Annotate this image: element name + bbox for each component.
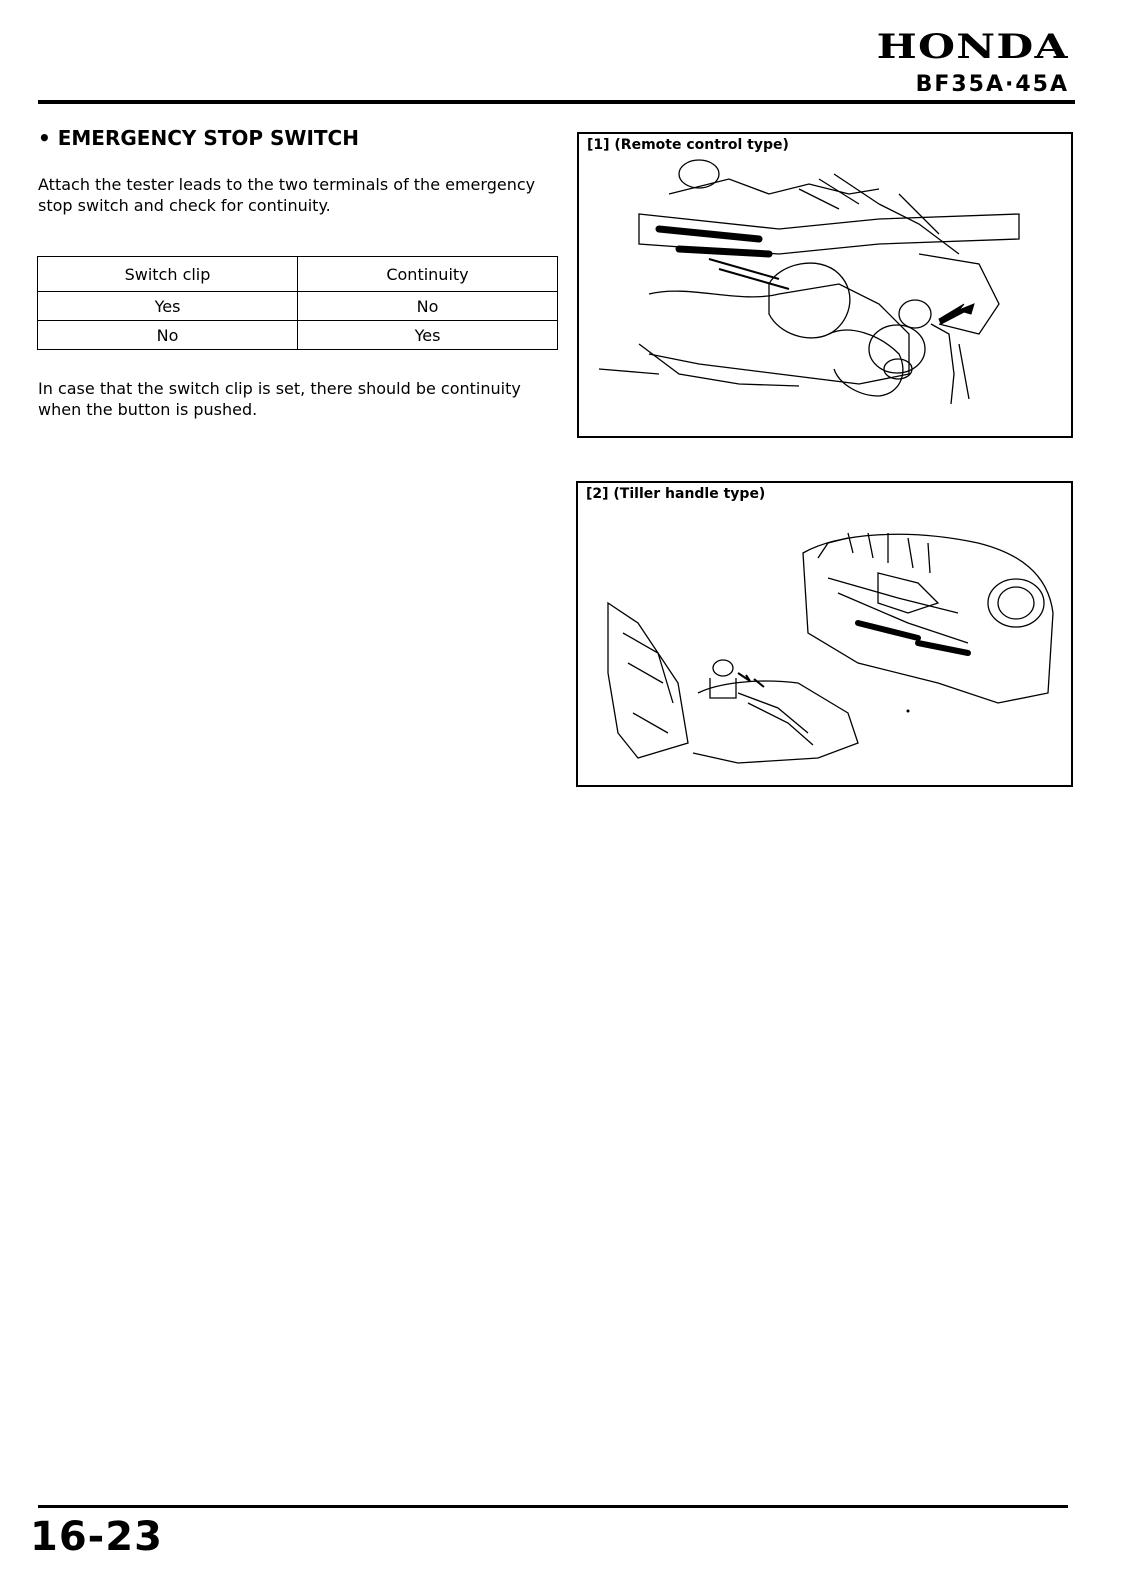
model-name: BF35A·45A (915, 72, 1069, 97)
table-cell: Yes (38, 292, 298, 321)
intro-paragraph: Attach the tester leads to the two terminals of the emergency stop switch and check for continuity. (38, 175, 536, 215)
brand-logo: HONDA (876, 27, 1069, 67)
table-cell: No (38, 321, 298, 350)
table-header-row (38, 257, 558, 292)
figure-caption: [1] (Remote control type) (587, 137, 789, 153)
table-cell: No (298, 292, 558, 321)
brand-header (876, 27, 1069, 97)
table-row (38, 292, 558, 321)
table-cell: Yes (298, 321, 558, 350)
tiller-handle-illustration (578, 483, 1071, 785)
table-row (38, 321, 558, 350)
note-paragraph: In case that the switch clip is set, there should be continuity when the button is pushed. (38, 379, 521, 419)
table-header-continuity: Continuity (298, 257, 558, 292)
section-heading: • EMERGENCY STOP SWITCH (38, 126, 359, 150)
figure-caption: [2] (Tiller handle type) (586, 486, 766, 502)
table-header-switch-clip: Switch clip (38, 257, 298, 292)
header-rule (38, 100, 1075, 104)
continuity-table (37, 256, 558, 350)
figure-remote-control (577, 132, 1073, 438)
figure-tiller-handle (576, 481, 1073, 787)
remote-control-illustration (579, 134, 1071, 436)
page-number: 16-23 (30, 1514, 163, 1560)
footer-rule (38, 1505, 1068, 1508)
